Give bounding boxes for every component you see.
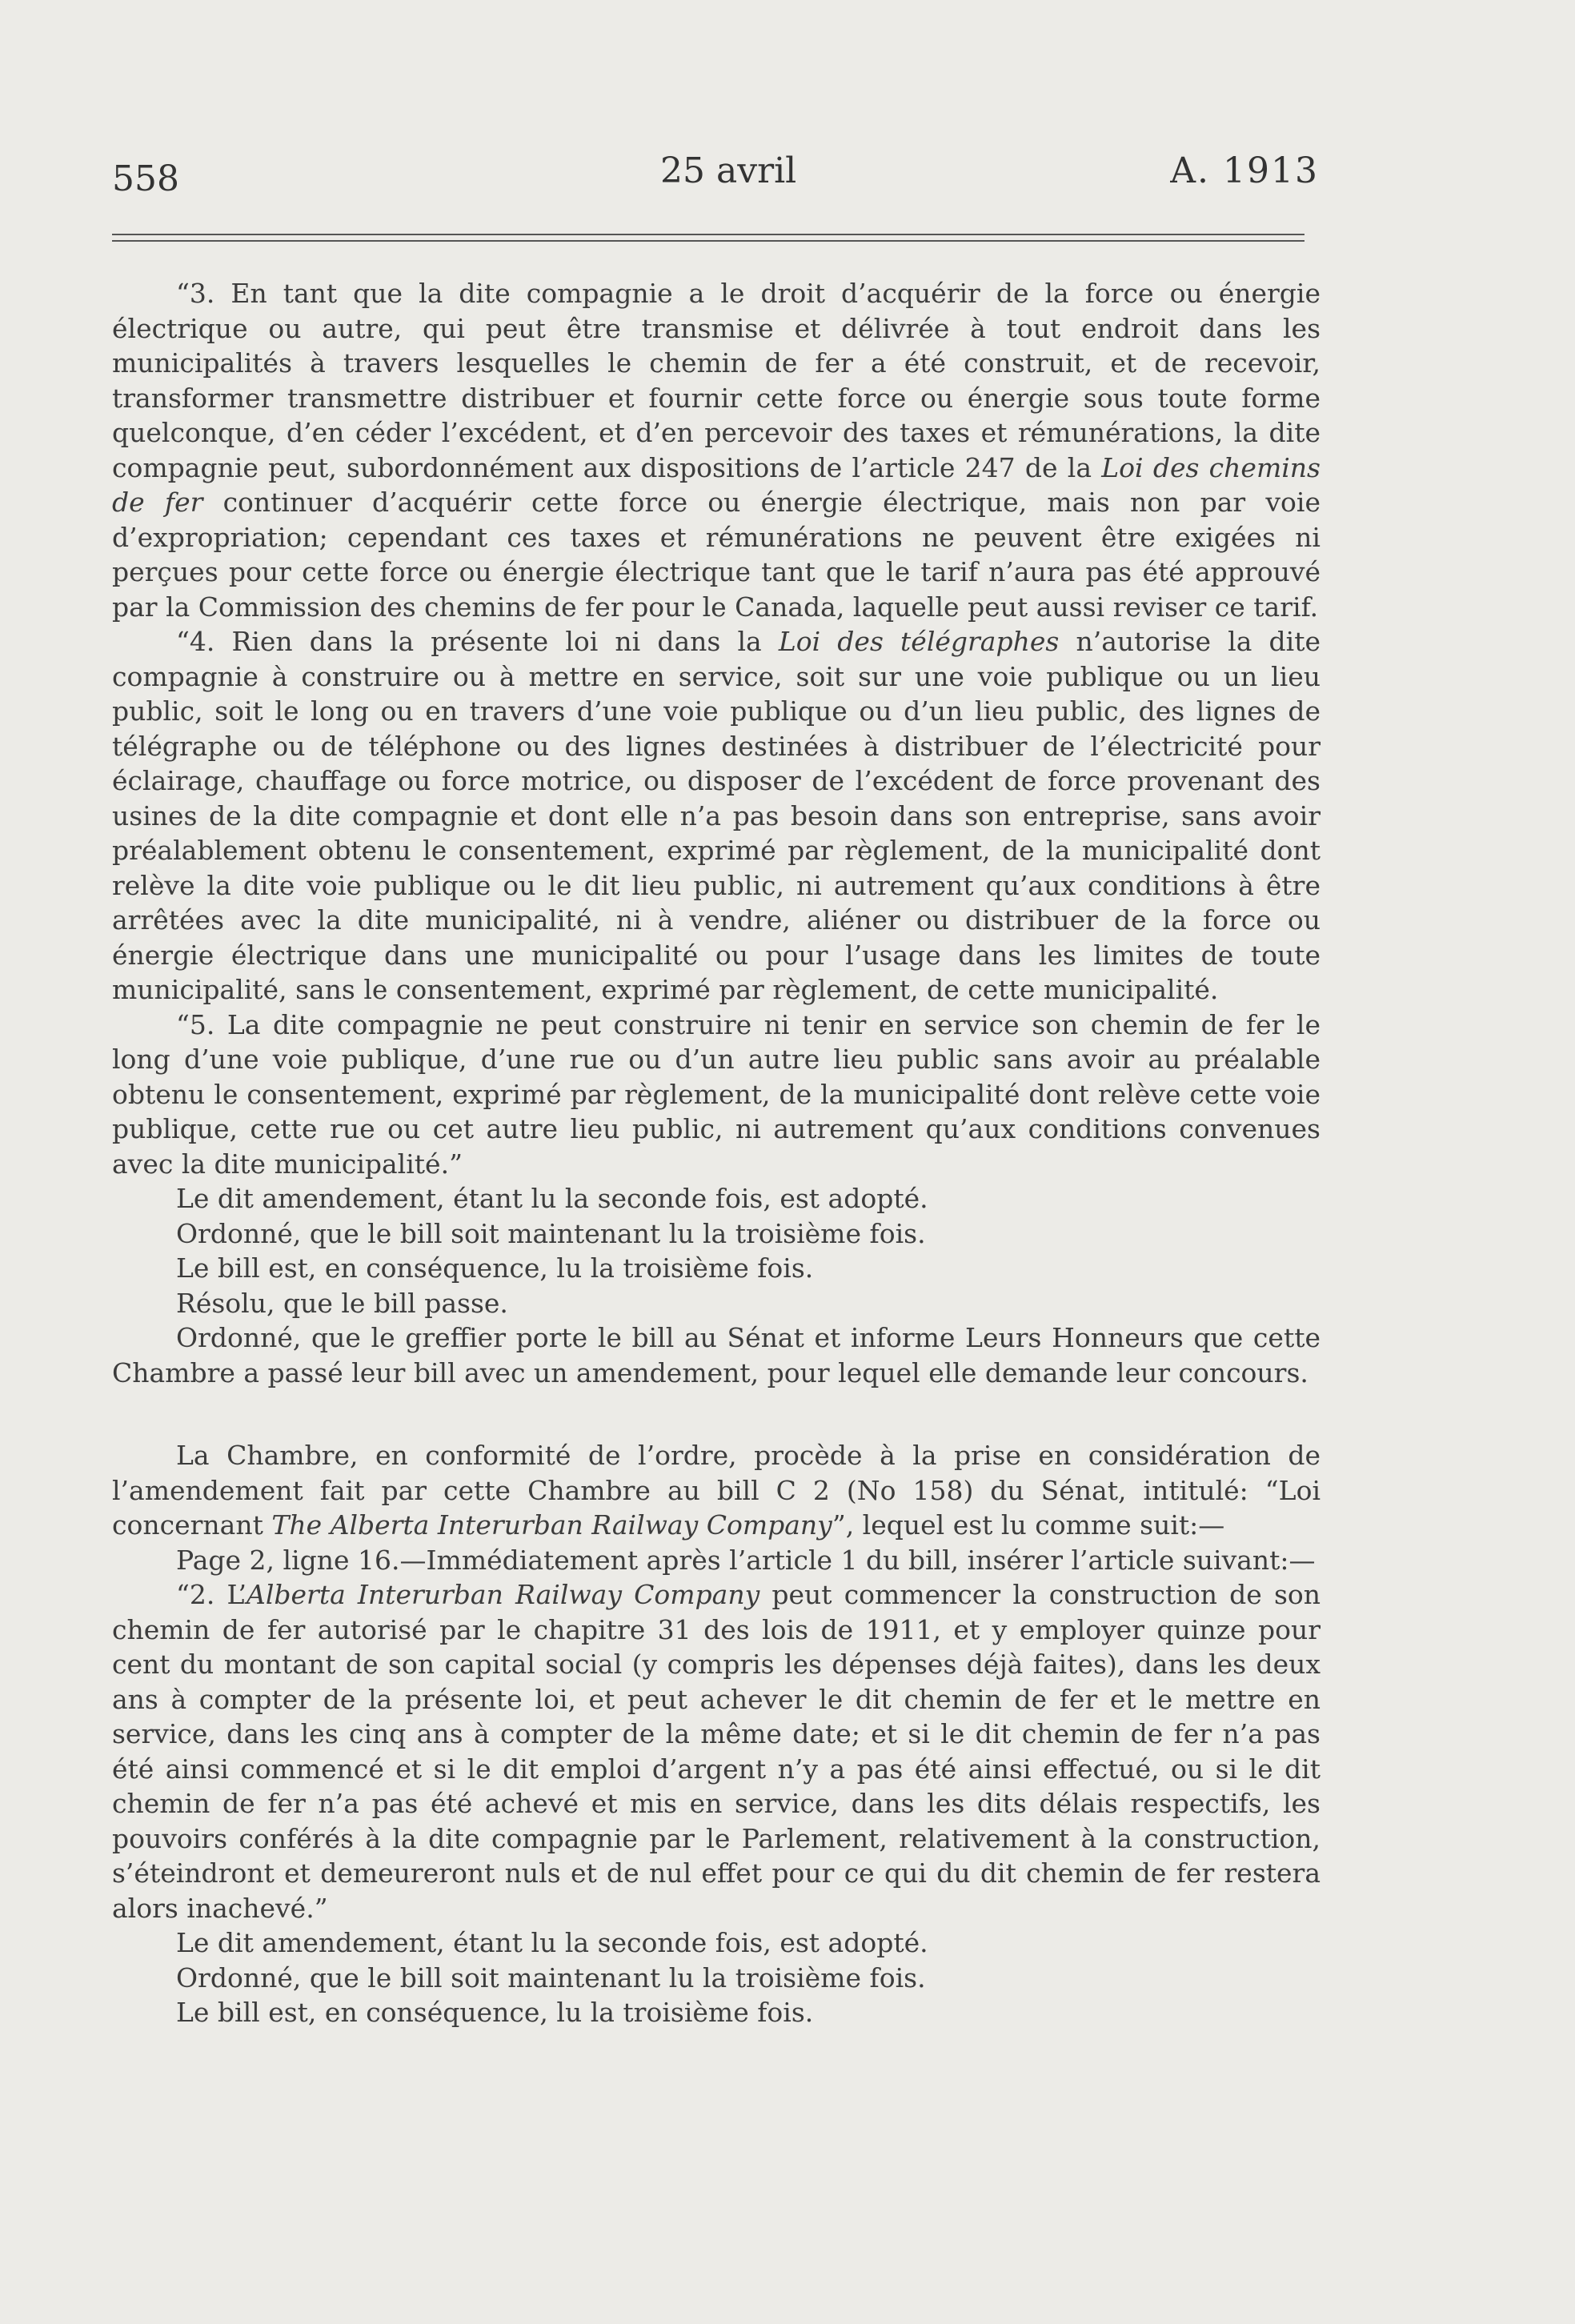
paragraph-text: “2. L’ [176,1579,247,1610]
italic-text: Loi des chemins de fer [112,451,1321,518]
paragraph-text: Ordonné, que le bill soit maintenant lu la troisième fois. [176,1961,926,1993]
italic-text: The Alberta Interurban Railway Company [271,1509,832,1541]
paragraph [112,1008,1321,1182]
header-rule-bottom [112,240,1304,242]
paragraph-text: “5. La dite compagnie ne peut construire ni tenir en service son chemin de fer le long d’une voie publique, d’une rue ou d’un autre lieu public sans avoir au préalable obtenu le consentement, exprimé par règlement, de la municipalité dont relève cette voie publique, cette rue ou cet autre lieu public, ni autrement qu’aux conditions convenues avec la dite municipalité.” [112,1008,1321,1180]
paragraph-text: n’autorise la dite compagnie à construire ou à mettre en service, soit sur une voie publique ou un lieu public, soit le long ou en travers d’une voie publique ou d’un lieu public, des lignes de télégraphe ou de téléphone ou des lignes destinées à distribuer de l’électricité pour éclairage, chauffage ou force motrice, ou disposer de l’excédent de force provenant des usines de la dite compagnie et dont elle n’a pas besoin dans son entreprise, sans avoir préalablement obtenu le consentement, exprimé par règlement, de la municipalité dont relève la dite voie publique ou le dit lieu public, ni autrement qu’aux conditions à être arrêtées avec la dite municipalité, ni à vendre, aliéner ou distribuer de la force ou énergie électrique dans une municipalité ou pour l’usage dans les limites de toute municipalité, sans le consentement, exprimé par règlement, de cette municipalité. [112,626,1321,1005]
paragraph [112,1961,1321,1996]
paragraph [112,1320,1321,1390]
page-header [112,150,1319,206]
paragraph-text: Page 2, ligne 16.—Immédiatement après l’article 1 du bill, insérer l’article suivant:— [176,1544,1316,1576]
paragraph [112,1181,1321,1216]
paragraph [112,1995,1321,2030]
body-text [112,276,1321,2030]
paragraph-text: Résolu, que le bill passe. [176,1287,508,1319]
paragraph-text: peut commencer la construction de son chemin de fer autorisé par le chapitre 31 des lois de 1911, et y employer quinze pour cent du montant de son capital social (y compris les dépenses déjà faites), dans les deux ans à compter de la présente loi, et peut achever le dit chemin de fer et le mettre en service, dans les cinq ans à compter de la même date; et si le dit chemin de fer n’a pas été ainsi commencé et si le dit emploi d’argent n’y a pas été ainsi effectué, ou si le dit chemin de fer n’a pas été achevé et mis en service, dans les dits délais respectifs, les pouvoirs conférés à la dite compagnie par le Parlement, relativement à la construction, s’éteindront et demeureront nuls et de nul effet pour ce qui du dit chemin de fer restera alors inachevé.” [112,1579,1321,1924]
paragraph-text: Ordonné, que le bill soit maintenant lu la troisième fois. [176,1217,926,1249]
paragraph [112,276,1321,624]
paragraph-text: Le dit amendement, étant lu la seconde fois, est adopté. [176,1183,928,1214]
paragraph [112,1286,1321,1321]
paragraph-text: ”, lequel est lu comme suit:— [832,1509,1225,1541]
paragraph-text: “4. Rien dans la présente loi ni dans la [176,626,779,657]
paragraph [112,1543,1321,1578]
page-number: 558 [112,158,179,199]
italic-text: Loi des télégraphes [778,626,1060,657]
header-date: 25 avril [660,150,797,191]
paragraph-text: Le dit amendement, étant lu la seconde fois, est adopté. [176,1927,928,1958]
paragraph-text: Ordonné, que le greffier porte le bill au Sénat et informe Leurs Honneurs que cette Chambre a passé leur bill avec un amendement, pour lequel elle demande leur concours. [112,1322,1321,1388]
header-year: A. 1913 [1170,150,1319,191]
paragraph [112,1577,1321,1925]
paragraph [112,1925,1321,1961]
paragraph [112,624,1321,1008]
paragraph-text: “3. En tant que la dite compagnie a le droit d’acquérir de la force ou énergie électrique ou autre, qui peut être transmise et délivrée à tout endroit dans les municipalités à travers lesquelles le chemin de fer a été construit, et de recevoir, transformer transmettre distribuer et fournir cette force ou énergie sous toute forme quelconque, d’en céder l’excédent, et d’en percevoir des taxes et rémunérations, la dite compagnie peut, subordonnément aux dispositions de l’article 247 de la [112,278,1321,483]
italic-text: Alberta Interurban Railway Company [246,1579,760,1610]
paragraph-text: Le bill est, en conséquence, lu la troisième fois. [176,1252,814,1284]
paragraph-text: Le bill est, en conséquence, lu la troisième fois. [176,1997,814,2028]
paragraph [112,1438,1321,1543]
paragraph [112,1216,1321,1252]
paragraph-text: La Chambre, en conformité de l’ordre, procède à la prise en considération de l’amendement fait par cette Chambre au bill C 2 (No 158) du Sénat, intitulé: “Loi concernant [112,1440,1321,1541]
paragraph [112,1251,1321,1286]
paragraph-text: continuer d’acquérir cette force ou énergie électrique, mais non par voie d’expropriation; cependant ces taxes et rémunérations ne peuvent être exigées ni perçues pour cette force ou énergie électrique tant que le tarif n’aura pas été approuvé par la Commission des chemins de fer pour le Canada, laquelle peut aussi reviser ce tarif. [112,487,1321,623]
header-rule-top [112,234,1304,235]
